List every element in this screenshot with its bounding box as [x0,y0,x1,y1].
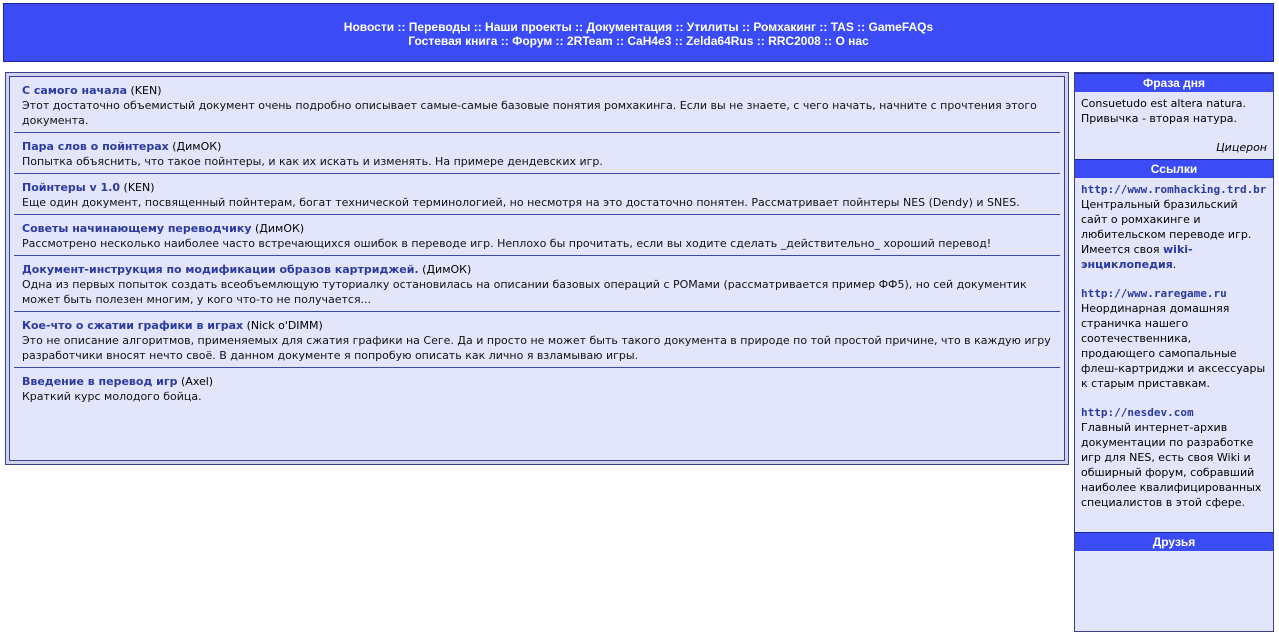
nav-link[interactable]: Ромхакинг [753,20,817,34]
document-heading [22,221,1058,236]
document-item [14,256,1060,312]
nav-link[interactable]: RRC2008 [768,34,821,48]
nav-separator: :: [671,34,687,48]
link-description: Центральный бразильский сайт о ромхакинге и любительском переводе игр. Имеется своя [1081,198,1252,256]
document-heading [22,83,1058,98]
documents-list [9,76,1065,461]
document-title-link[interactable]: Введение в перевод игр [22,375,178,388]
link-entry [1081,405,1267,510]
document-author: (ДимОК) [255,222,305,235]
link-description-end: . [1172,258,1177,271]
wiki-link[interactable]: wiki-энциклопедия [1081,243,1193,271]
document-author: (KEN) [123,181,155,194]
document-heading [22,318,1058,333]
nav-link[interactable]: Документация [586,20,673,34]
phrase-of-day-box [1075,92,1273,159]
nav-separator: :: [497,34,513,48]
link-entry [1081,182,1267,272]
document-heading [22,262,1058,277]
nav-link[interactable]: Наши проекты [485,20,572,34]
nav-link[interactable]: Утилиты [686,20,739,34]
document-item [14,174,1060,215]
document-title-link[interactable]: Пара слов о пойнтерах [22,140,169,153]
external-link[interactable]: http://nesdev.com [1081,406,1194,419]
document-title-link[interactable]: Пойнтеры v 1.0 [22,181,121,194]
nav-link[interactable]: О нас [835,34,869,48]
nav-link[interactable]: TAS [830,20,854,34]
document-title-link[interactable]: Советы начинающему переводчику [22,222,252,235]
nav-separator: :: [470,20,486,34]
links-header: Ссылки [1075,159,1273,178]
document-description: Рассмотрено несколько наиболее часто встречающихся ошибок в переводе игр. Неплохо бы прочитать, если вы ходите сделать _действительно_ хороший перевод! [22,237,992,250]
nav-row-2 [4,34,1273,48]
nav-link[interactable]: Новости [343,20,395,34]
document-title-link[interactable]: С самого начала [22,84,128,97]
nav-separator: :: [853,20,869,34]
nav-separator: :: [753,34,769,48]
document-description: Одна из первых попыток создать всеобъемлющую туториалку остановилась на описании базовых операций с РОМами (рассматривается пример ФФ5), но сей документик может быть полезен многим, у кого что-то не получается... [22,278,1027,306]
nav-link[interactable]: Форум [512,34,553,48]
document-author: (Axel) [181,375,214,388]
nav-link[interactable]: 2RTeam [566,34,613,48]
document-title-link[interactable]: Кое-что о сжатии графики в играх [22,319,244,332]
document-item [14,368,1060,408]
nav-link[interactable]: CaH4e3 [627,34,672,48]
document-author: (ДимОК) [172,140,222,153]
nav-separator: :: [672,20,687,34]
nav-separator: :: [552,34,567,48]
nav-separator: :: [394,20,409,34]
document-item [14,215,1060,256]
documents-list-panel [5,72,1069,465]
link-description: Неординарная домашняя страничка нашего соотечественника, продающего самопальные флеш-картриджи и аксессуары к старым приставкам. [1081,302,1266,390]
document-description: Это не описание алгоритмов, применяемых для сжатия графики на Сеге. Да и просто не может быть такого документа в природе по той простой причине, что в каждую игру разработчики вносят нечто своё. В данном документе я попробую описать как лично я взламываю игры. [22,334,1051,362]
document-item [14,133,1060,174]
nav-separator: :: [816,20,831,34]
external-link[interactable]: http://www.raregame.ru [1081,287,1227,300]
document-item [14,77,1060,133]
nav-separator: :: [612,34,628,48]
nav-separator: :: [820,34,836,48]
nav-link[interactable]: GameFAQs [868,20,934,34]
nav-row-1 [4,20,1273,34]
document-title-link[interactable]: Документ-инструкция по модификации образов картриджей. [22,263,419,276]
document-description: Краткий курс молодого бойца. [22,390,202,403]
nav-link[interactable]: Гостевая книга [408,34,498,48]
document-description: Попытка объяснить, что такое пойнтеры, и как их искать и изменять. На примере дендевских игр. [22,155,603,168]
document-author: (KEN) [130,84,162,97]
nav-separator: :: [738,20,754,34]
phrase-text: Consuetudo est altera natura. Привычка - вторая натура. [1081,97,1247,125]
nav-link[interactable]: Переводы [408,20,471,34]
friends-header: Друзья [1075,532,1273,551]
document-author: (ДимОК) [422,263,472,276]
sidebar [1074,72,1274,632]
link-description: Главный интернет-архив документации по разработке игр для NES, есть своя Wiki и обширный форум, собравший наиболее квалифицированных специалистов в этой сфере. [1081,421,1262,509]
document-heading [22,374,1058,389]
document-item [14,312,1060,368]
nav-separator: :: [571,20,587,34]
document-heading [22,139,1058,154]
document-heading [22,180,1058,195]
links-list [1075,178,1273,528]
phrase-of-day-header: Фраза дня [1075,73,1273,92]
phrase-author: Цицерон [1216,141,1267,154]
document-description: Еще один документ, посвященный пойнтерам, богат технической терминологией, но несмотря на это достаточно понятен. Рассматривает пойнтеры NES (Dendy) и SNES. [22,196,1020,209]
external-link[interactable]: http://www.romhacking.trd.br [1081,183,1267,196]
document-author: (Nick o'DIMM) [246,319,323,332]
top-navigation [3,3,1274,62]
link-entry [1081,286,1267,391]
nav-link[interactable]: Zelda64Rus [686,34,754,48]
document-description: Этот достаточно объемистый документ очень подробно описывает самые-самые базовые понятия ромхакинга. Если вы не знаете, с чего начать, начните с прочтения этого документа. [22,99,1037,127]
